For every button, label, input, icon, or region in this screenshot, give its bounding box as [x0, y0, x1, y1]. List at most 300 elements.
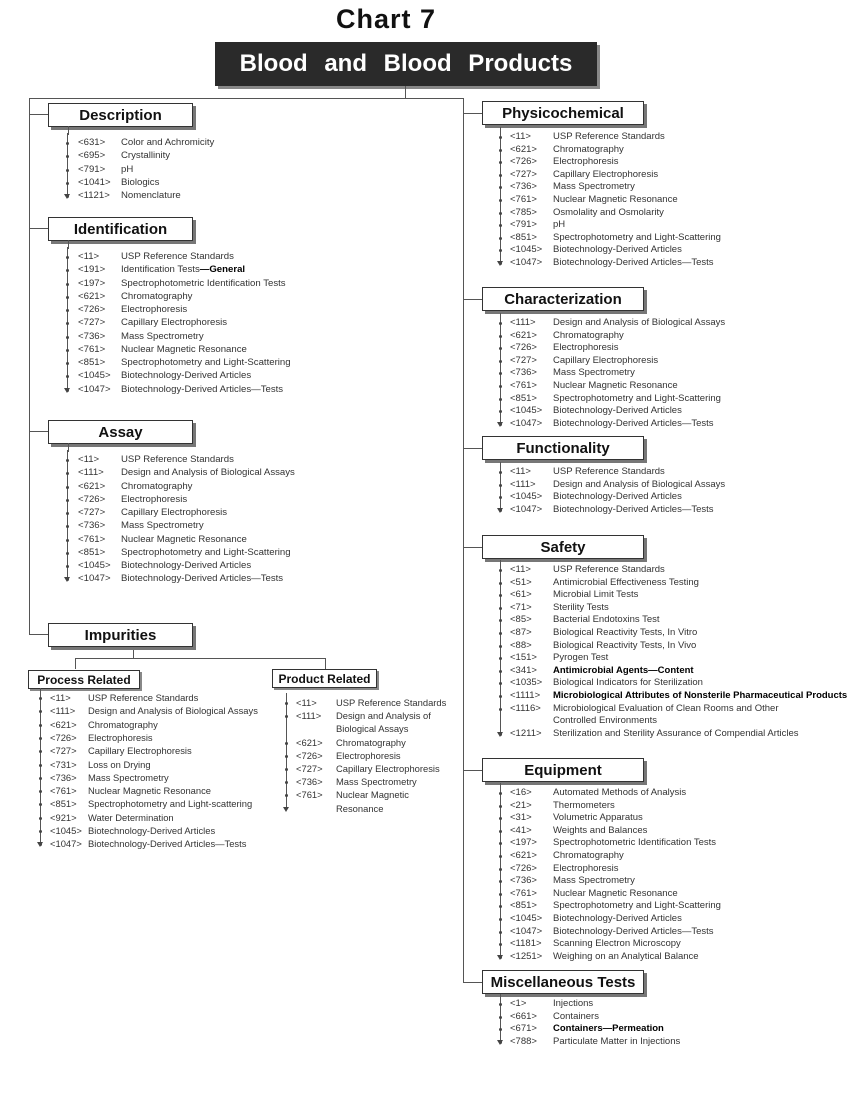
item-code: <727>	[50, 745, 77, 757]
item-name: Injections	[553, 998, 594, 1009]
item-code: <761>	[78, 533, 106, 545]
item-code: <341>	[510, 664, 537, 676]
item-code: <51>	[510, 576, 532, 588]
bullet-dot	[285, 702, 288, 705]
item-name: Biological Reactivity Tests, In Vivo	[553, 639, 697, 651]
item-code: <1045>	[510, 405, 543, 417]
item-name: Mass Spectrometry	[553, 875, 635, 887]
trunk-arrow	[497, 508, 503, 513]
item-code: <726>	[50, 731, 77, 743]
header-link-line	[68, 240, 69, 249]
item-name: Design and Analysis of Biological Assays	[553, 478, 726, 490]
trunk-arrow	[497, 1040, 503, 1045]
item-name: Design and Analysis of Biological Assays	[121, 467, 295, 479]
item-code: <1251>	[510, 950, 543, 962]
trunk-arrow	[64, 194, 70, 199]
item-code: <726>	[510, 342, 537, 354]
bullet-dot	[66, 322, 69, 325]
item-code: <621>	[510, 850, 537, 861]
item-code: <761>	[296, 789, 323, 801]
bullet-dot	[499, 830, 502, 833]
bullet-dot	[39, 737, 42, 740]
bullet-dot	[66, 459, 69, 462]
item-name: Capillary Electrophoresis	[553, 168, 659, 180]
bullet-dot	[499, 347, 502, 350]
item-code: <1047>	[50, 838, 82, 850]
item-name: Crystallinity	[121, 150, 171, 162]
bullet-dot	[499, 335, 502, 338]
bullet-dot	[499, 582, 502, 585]
item-code: <851>	[78, 357, 106, 368]
item-name: Chromatography	[553, 850, 624, 861]
bullet-dot	[66, 155, 69, 158]
item-name: Microbial Limit Tests	[553, 589, 639, 601]
bullet-dot	[499, 224, 502, 227]
item-name: USP Reference Standards	[88, 692, 199, 703]
item-name: Identification Tests—General	[121, 264, 246, 276]
item-name: Electrophoresis	[88, 731, 153, 743]
bullet-dot	[499, 471, 502, 474]
bullet-dot	[39, 750, 42, 753]
item-name: Biologics	[121, 176, 160, 188]
item-code: <736>	[510, 875, 537, 887]
item-code: <85>	[510, 614, 532, 626]
item-name: Loss on Drying	[88, 758, 151, 770]
item-code: <851>	[510, 392, 537, 404]
bullet-dot	[499, 410, 502, 413]
item-name: Biotechnology-Derived Articles—Tests	[553, 417, 714, 429]
trunk-arrow	[283, 807, 289, 812]
bullet-dot	[499, 496, 502, 499]
bullet-dot	[66, 182, 69, 185]
bullet-dot	[66, 525, 69, 528]
bullet-dot	[499, 186, 502, 189]
bullet-dot	[285, 742, 288, 745]
item-code: <785>	[510, 206, 537, 218]
item-code: <197>	[510, 837, 537, 849]
bullet-dot	[499, 632, 502, 635]
item-code: <197>	[78, 277, 106, 289]
bullet-dot	[499, 484, 502, 487]
bullet-dot	[39, 777, 42, 780]
item-name: Spectrophotometry and Light-Scattering	[121, 546, 291, 558]
bullet-dot	[499, 817, 502, 820]
trunk-arrow	[497, 261, 503, 266]
bullet-dot	[499, 905, 502, 908]
trunk-arrow	[497, 955, 503, 960]
item-name: Design and Analysis of Biological Assays	[553, 317, 726, 328]
item-code: <11>	[296, 697, 317, 708]
item-code: <1047>	[78, 573, 111, 585]
item-name: Scanning Electron Microscopy	[553, 938, 681, 950]
subsection-header-process-related: Process Related	[28, 670, 140, 689]
item-code: <1047>	[510, 503, 543, 515]
bullet-dot	[499, 1028, 502, 1031]
item-name: Color and Achromicity	[121, 137, 215, 148]
item-code: <726>	[78, 304, 106, 315]
bullet-dot	[499, 385, 502, 388]
bullet-dot	[66, 256, 69, 259]
section-header-characterization: Characterization	[482, 287, 644, 311]
item-name: Electrophoresis	[553, 342, 619, 354]
item-code: <736>	[510, 367, 537, 379]
subsection-header-product-related: Product Related	[272, 669, 377, 688]
bullet-dot	[66, 349, 69, 352]
item-code: <191>	[78, 264, 106, 276]
item-name: Biotechnology-Derived Articles	[553, 244, 682, 256]
bullet-dot	[499, 360, 502, 363]
bullet-dot	[499, 199, 502, 202]
bullet-dot	[499, 918, 502, 921]
item-name: Spectrophotometry and Light-Scattering	[121, 357, 291, 368]
item-name: USP Reference Standards	[553, 564, 665, 575]
bullet-dot	[499, 893, 502, 896]
bullet-dot	[499, 594, 502, 597]
item-name: Electrophoresis	[336, 749, 401, 761]
item-name: Design and Analysis of	[336, 710, 431, 722]
item-name: Spectrophotometry and Light-scattering	[88, 798, 253, 810]
item-name: Biotechnology-Derived Articles—Tests	[121, 383, 284, 395]
bullet-dot	[66, 362, 69, 365]
section-list-characterization-trunk-line	[500, 313, 501, 422]
bullet-dot	[66, 486, 69, 489]
trunk-arrow	[37, 842, 43, 847]
trunk-arrow	[64, 388, 70, 393]
item-code: <1047>	[510, 925, 543, 937]
item-code: <761>	[510, 194, 537, 205]
bullet-dot	[39, 790, 42, 793]
item-code: <1045>	[510, 491, 543, 503]
item-name: Chromatography	[336, 736, 406, 748]
bullet-dot	[499, 880, 502, 883]
item-code: <788>	[510, 1035, 537, 1047]
item-name: Capillary Electrophoresis	[336, 763, 440, 774]
item-name: Biotechnology-Derived Articles	[88, 825, 216, 836]
bullet-dot	[499, 372, 502, 375]
item-code: <1045>	[50, 825, 82, 836]
item-name: Biological Reactivity Tests, In Vitro	[553, 627, 698, 638]
item-name: Spectrophotometry and Light-Scattering	[553, 900, 721, 912]
item-code: <726>	[296, 749, 323, 761]
item-code: <1045>	[510, 244, 543, 256]
item-code: <736>	[78, 520, 106, 532]
bullet-dot	[66, 142, 69, 145]
item-code: <621>	[78, 290, 106, 302]
item-name: Nuclear Magnetic Resonance	[121, 533, 247, 545]
item-code: <727>	[78, 507, 106, 518]
item-code: <31>	[510, 812, 532, 824]
item-name: Chromatography	[553, 329, 624, 341]
item-name: Sterilization and Sterility Assurance of Compendial Articles	[553, 727, 799, 739]
item-name-continued: Biological Assays	[336, 723, 409, 735]
item-code: <761>	[510, 887, 537, 899]
item-code: <621>	[510, 329, 537, 341]
item-name: Mass Spectrometry	[121, 520, 204, 532]
bullet-dot	[499, 161, 502, 164]
item-name: Volumetric Apparatus	[553, 812, 643, 824]
item-code: <761>	[78, 343, 106, 355]
section-header-misc: Miscellaneous Tests	[482, 970, 644, 994]
section-header-safety: Safety	[482, 535, 644, 559]
item-code: <11>	[50, 692, 71, 703]
item-name: Nuclear Magnetic	[336, 789, 409, 801]
item-name: Biotechnology-Derived Articles	[121, 560, 252, 571]
item-code: <736>	[78, 330, 106, 342]
bullet-dot	[499, 943, 502, 946]
item-code: <16>	[510, 787, 532, 798]
item-code: <726>	[78, 493, 106, 505]
item-code: <727>	[78, 317, 106, 329]
bullet-dot	[39, 710, 42, 713]
bullet-dot	[285, 755, 288, 758]
item-code: <695>	[78, 150, 106, 162]
item-code: <1121>	[78, 190, 110, 201]
item-code: <88>	[510, 639, 532, 651]
item-code: <621>	[510, 143, 537, 155]
item-name: Chromatography	[121, 480, 193, 492]
item-name: Bacterial Endotoxins Test	[553, 614, 660, 626]
item-name: Particulate Matter in Injections	[553, 1035, 681, 1047]
item-code: <761>	[50, 785, 77, 797]
section-list-identification-trunk-line	[67, 247, 68, 388]
item-name: Capillary Electrophoresis	[121, 507, 228, 518]
bullet-dot	[499, 1016, 502, 1019]
item-name: Biotechnology-Derived Articles—Tests	[121, 573, 284, 585]
trunk-arrow	[497, 422, 503, 427]
list-product-related-trunk-line	[286, 693, 287, 807]
item-code: <11>	[510, 466, 531, 477]
item-code: <921>	[50, 811, 77, 823]
item-name: Mass Spectrometry	[121, 330, 204, 342]
item-code: <726>	[510, 862, 537, 874]
item-name: Biotechnology-Derived Articles	[553, 405, 682, 417]
bullet-dot	[499, 249, 502, 252]
item-code: <791>	[78, 163, 106, 175]
bullet-dot	[499, 868, 502, 871]
item-code: <851>	[50, 798, 77, 810]
item-name: Mass Spectrometry	[336, 776, 417, 788]
item-code: <87>	[510, 627, 532, 638]
item-name: USP Reference Standards	[336, 697, 447, 708]
bullet-dot	[499, 670, 502, 673]
item-code: <11>	[78, 454, 100, 465]
bullet-dot	[66, 269, 69, 272]
item-name: Mass Spectrometry	[553, 181, 635, 193]
item-name: Mass Spectrometry	[553, 367, 635, 379]
item-name: USP Reference Standards	[553, 466, 665, 477]
item-name: Capillary Electrophoresis	[88, 745, 192, 757]
bullet-dot	[66, 539, 69, 542]
bullet-dot	[499, 695, 502, 698]
item-name: Biotechnology-Derived Articles—Tests	[553, 503, 714, 515]
item-name: Weights and Balances	[553, 824, 648, 836]
bullet-dot	[66, 472, 69, 475]
bullet-dot	[499, 842, 502, 845]
item-code: <621>	[78, 480, 106, 492]
item-code: <1047>	[510, 257, 543, 268]
item-code: <851>	[510, 900, 537, 912]
bullet-dot	[499, 657, 502, 660]
item-name: Nomenclature	[121, 190, 181, 201]
item-code: <671>	[510, 1023, 537, 1035]
item-name: Spectrophotometric Identification Tests	[553, 837, 716, 849]
item-name: Spectrophotometric Identification Tests	[121, 277, 286, 289]
item-code: <111>	[510, 317, 536, 328]
bullet-dot	[499, 855, 502, 858]
bullet-dot	[499, 174, 502, 177]
item-code: <61>	[510, 589, 532, 601]
bullet-dot	[285, 715, 288, 718]
chart-number-heading: Chart 7	[335, 4, 437, 34]
item-code: <791>	[510, 219, 537, 231]
item-name: Electrophoresis	[553, 156, 619, 168]
item-name: Chromatography	[121, 290, 193, 302]
bullet-dot	[499, 398, 502, 401]
section-header-functionality: Functionality	[482, 436, 644, 460]
bullet-dot	[66, 336, 69, 339]
item-name: USP Reference Standards	[553, 131, 665, 142]
item-code: <726>	[510, 156, 537, 168]
bullet-dot	[39, 764, 42, 767]
bullet-dot	[499, 1003, 502, 1006]
item-code: <151>	[510, 652, 537, 664]
item-name: Antimicrobial Effectiveness Testing	[553, 576, 699, 588]
item-name: Spectrophotometry and Light-Scattering	[553, 231, 721, 243]
item-code: <727>	[510, 168, 537, 180]
item-code: <736>	[296, 776, 323, 788]
bullet-dot	[499, 607, 502, 610]
item-name: Nuclear Magnetic Resonance	[88, 785, 211, 797]
item-name: Sterility Tests	[553, 601, 609, 613]
item-name-suffix: —General	[199, 264, 246, 276]
item-name: Microbiological Evaluation of Clean Rooms and Other	[553, 702, 779, 714]
bullet-dot	[499, 708, 502, 711]
bullet-dot	[499, 619, 502, 622]
item-name: USP Reference Standards	[121, 454, 234, 465]
item-name: Biotechnology-Derived Articles—Tests	[553, 257, 714, 268]
bullet-dot	[66, 499, 69, 502]
item-code: <731>	[50, 758, 77, 770]
item-code: <71>	[510, 601, 532, 613]
item-name: Design and Analysis of Biological Assays	[88, 705, 258, 717]
bullet-dot	[285, 794, 288, 797]
item-code: <1047>	[78, 383, 111, 395]
bullet-dot	[499, 792, 502, 795]
item-code: <736>	[510, 181, 537, 193]
item-code: <1047>	[510, 417, 543, 429]
item-name: USP Reference Standards	[121, 251, 234, 262]
bullet-dot	[499, 237, 502, 240]
bullet-dot	[39, 803, 42, 806]
bullet-dot	[66, 552, 69, 555]
bullet-dot	[499, 645, 502, 648]
bullet-dot	[285, 781, 288, 784]
item-code: <631>	[78, 137, 106, 148]
item-code: <1116>	[510, 702, 541, 714]
item-code: <1111>	[510, 690, 541, 701]
bullet-dot	[39, 724, 42, 727]
item-code: <11>	[510, 564, 531, 575]
item-name: Nuclear Magnetic Resonance	[553, 380, 678, 391]
item-name-continued: Resonance	[336, 802, 384, 814]
item-name: Thermometers	[553, 799, 615, 811]
section-header-assay: Assay	[48, 420, 193, 444]
header-link-line	[68, 126, 69, 135]
item-name: Biological Indicators for Sterilization	[553, 677, 703, 689]
item-code: <736>	[50, 771, 77, 783]
item-name: Spectrophotometry and Light-Scattering	[553, 392, 721, 404]
section-header-equipment: Equipment	[482, 758, 644, 782]
item-code: <661>	[510, 1010, 537, 1022]
item-name: Biotechnology-Derived Articles—Tests	[553, 925, 714, 937]
item-name: Pyrogen Test	[553, 652, 609, 664]
item-name: Capillary Electrophoresis	[121, 317, 228, 329]
bullet-dot	[66, 283, 69, 286]
item-code: <851>	[78, 546, 106, 558]
item-name: Capillary Electrophoresis	[553, 354, 659, 366]
bullet-dot	[285, 768, 288, 771]
item-code: <1045>	[510, 913, 543, 924]
bullet-dot	[499, 569, 502, 572]
bullet-dot	[39, 817, 42, 820]
item-name: Containers—Permeation	[553, 1023, 664, 1035]
bullet-dot	[66, 565, 69, 568]
item-code: <111>	[296, 710, 322, 722]
item-code: <727>	[510, 354, 537, 366]
section-header-physicochemical: Physicochemical	[482, 101, 644, 125]
bullet-dot	[499, 322, 502, 325]
item-name: Biotechnology-Derived Articles	[553, 913, 682, 924]
item-name-continued: Controlled Environments	[553, 715, 658, 727]
bullet-dot	[66, 296, 69, 299]
item-name: Chromatography	[553, 143, 624, 155]
section-header-description: Description	[48, 103, 193, 127]
item-code: <21>	[510, 799, 532, 811]
bullet-dot	[499, 682, 502, 685]
section-list-physicochemical-trunk-line	[500, 127, 501, 261]
trunk-arrow	[64, 577, 70, 582]
bullet-dot	[499, 931, 502, 934]
section-header-identification: Identification	[48, 217, 193, 241]
bullet-dot	[499, 805, 502, 808]
item-code: <761>	[510, 380, 537, 391]
item-name: Biotechnology-Derived Articles	[553, 491, 682, 503]
item-name: Microbiological Attributes of Nonsterile Pharmaceutical Products	[553, 690, 848, 701]
item-name: Electrophoresis	[553, 862, 619, 874]
header-link-line	[68, 443, 69, 452]
bullet-dot	[66, 309, 69, 312]
item-name: Osmolality and Osmolarity	[553, 206, 664, 218]
bullet-dot	[66, 512, 69, 515]
item-name: Nuclear Magnetic Resonance	[553, 194, 678, 205]
item-code: <11>	[510, 131, 531, 142]
item-code: <1035>	[510, 677, 543, 689]
item-code: <111>	[78, 467, 104, 479]
item-name: Water Determination	[88, 811, 174, 823]
item-name: Nuclear Magnetic Resonance	[121, 343, 247, 355]
item-name: Biotechnology-Derived Articles	[121, 370, 252, 382]
item-name: Electrophoresis	[121, 304, 188, 315]
item-code: <1181>	[510, 938, 542, 950]
item-code: <1211>	[510, 727, 542, 739]
item-code: <1041>	[78, 176, 111, 188]
item-code: <41>	[510, 824, 532, 836]
item-name: Mass Spectrometry	[88, 771, 169, 783]
item-name: pH	[121, 163, 134, 175]
bullet-dot	[499, 149, 502, 152]
item-code: <621>	[296, 736, 323, 748]
bullet-dot	[39, 697, 42, 700]
